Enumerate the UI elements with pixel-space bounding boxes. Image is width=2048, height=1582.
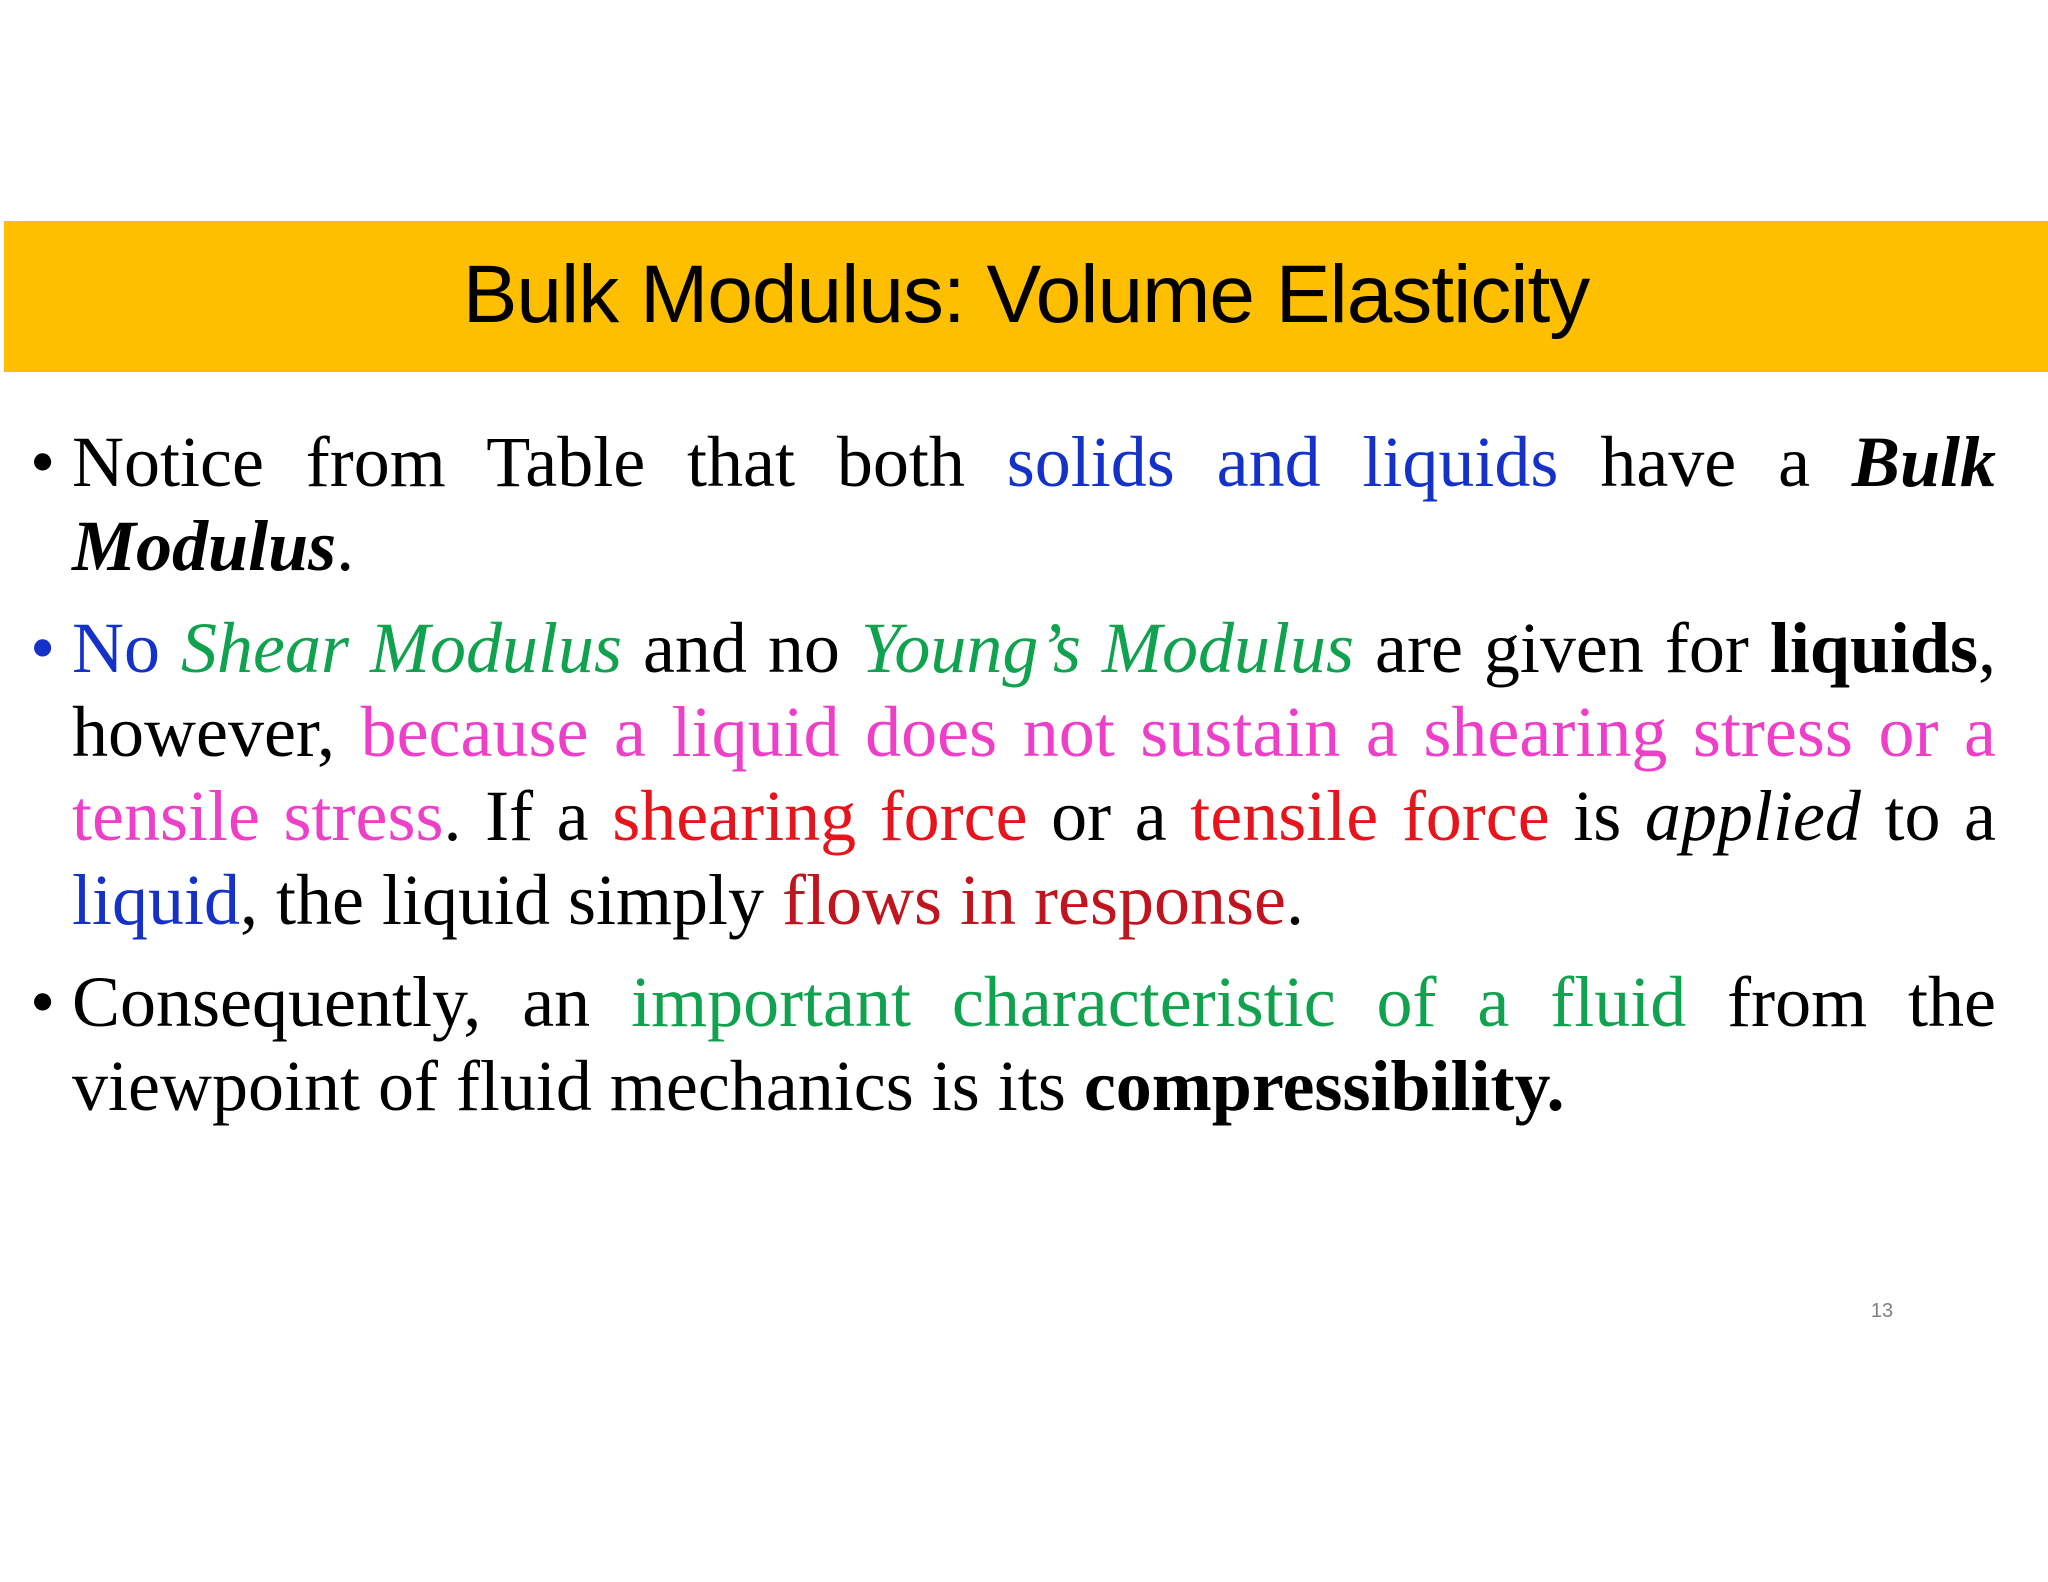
bullet-text: and no — [621, 608, 861, 688]
bullet-text: are given for — [1354, 608, 1770, 688]
bullet-text: , the liquid simply — [240, 860, 783, 940]
bullet-text: is — [1549, 776, 1645, 856]
highlight-flows-in-response: flows in response — [782, 860, 1286, 940]
bullet-text: Notice from Table that both — [72, 422, 1007, 502]
bullet-item-liquids-shear — [30, 606, 1996, 942]
bullet-text: have a — [1558, 422, 1852, 502]
term-applied: applied — [1644, 776, 1861, 856]
bullet-text: . — [1285, 860, 1304, 940]
bullet-text: . If a — [443, 776, 613, 856]
highlight-solids-liquids: solids and liquids — [1006, 422, 1559, 502]
highlight-shearing-force: shearing force — [612, 776, 1028, 856]
bullet-item-bulk-modulus — [30, 420, 1996, 588]
highlight-tensile-force: tensile force — [1190, 776, 1550, 856]
bullet-text: or a — [1027, 776, 1191, 856]
highlight-liquid: liquid — [72, 860, 241, 940]
term-liquids: liquids — [1769, 608, 1978, 688]
bullet-text: . — [336, 506, 355, 586]
term-bulk-modulus: Bulk Modulus — [72, 422, 1996, 586]
slide-title: Bulk Modulus: Volume Elasticity — [462, 248, 1590, 340]
bullet-text: from the viewpoint of fluid mechanics is its — [72, 962, 1997, 1126]
title-bar — [4, 221, 2048, 372]
bullet-text: , however, — [72, 608, 1996, 772]
highlight-no: No — [72, 608, 160, 688]
bullet-marker: • — [30, 422, 56, 502]
highlight-no-sustain-stress: because a liquid does not sustain a shearing stress or a tensile stress — [72, 692, 1996, 856]
term-youngs-modulus: Young’s Modulus — [860, 608, 1355, 688]
bullet-item-compressibility — [30, 960, 1996, 1128]
term-shear-modulus: Shear Modulus — [181, 608, 622, 688]
page-number: 13 — [1870, 1300, 1894, 1322]
bullet-text: Consequently, an — [72, 962, 632, 1042]
highlight-important-characteristic: important characteristic of a fluid — [631, 962, 1687, 1042]
bullet-marker: • — [30, 962, 56, 1042]
bullet-text: to a — [1860, 776, 1996, 856]
bullet-text — [160, 608, 181, 688]
bullet-marker: • — [30, 608, 56, 688]
bullet-list — [30, 420, 1996, 1146]
term-compressibility: compressibility. — [1083, 1046, 1565, 1126]
